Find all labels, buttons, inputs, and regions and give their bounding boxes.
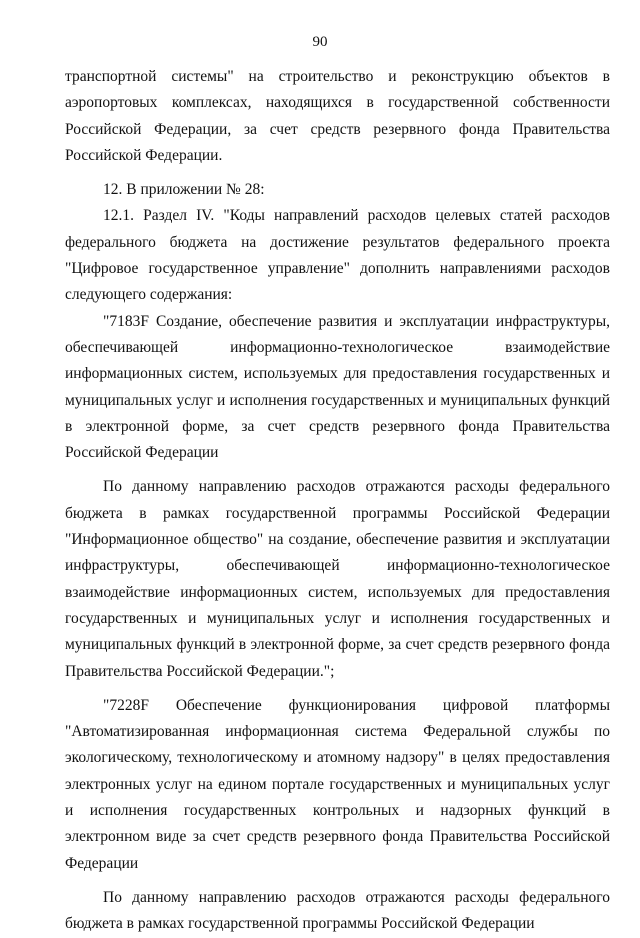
paragraph-continuation: транспортной системы" на строительство и реконструкцию объектов в аэропортовых комплексах, находящихся в государственной собственности Российской Федерации, за счет средств резервного фонда Правительства Российской Федерации. xyxy=(65,68,610,164)
paragraph-7183f-description: По данному направлению расходов отражаются расходы федерального бюджета в рамках государственной программы Российской Федерации "Информационное общество" на создание, обеспечение развития и эксплуатации инфраструктуры, обеспечивающей информационно-технологическое взаимодействие информационных систем, используемых для предоставления государственных и муниципальных услуг и исполнения государственных и муниципальных функций в электронной форме, за счет средств резервного фонда Правительства Российской Федерации."; xyxy=(65,478,610,680)
paragraph-section-amendment: 12.1. Раздел IV. "Коды направлений расходов целевых статей расходов федерального бюджета на достижение результатов федерального проекта "Цифровое государственное управление" дополнить направлениями расходов следующего содержания: xyxy=(65,207,610,304)
paragraph-7228f-description: По данному направлению расходов отражаются расходы федерального бюджета в рамках государственной программы Российской Федерации xyxy=(65,888,610,933)
document-body xyxy=(65,64,610,938)
page-number: 90 xyxy=(312,34,328,50)
paragraph-code-7228f: "7228F Обеспечение функционирования цифровой платформы "Автоматизированная информационная система Федеральной службы по экологическому, технологическому и атомному надзору" в целях предоставления электронных услуг на едином портале государственных и муниципальных услуг и исполнения государственных контрольных и надзорных функций в электронном виде за счет средств резервного фонда Правительства Российской Федерации xyxy=(65,696,610,872)
paragraph-appendix-heading: 12. В приложении № 28: xyxy=(103,181,265,199)
paragraph-code-7183f: "7183F Создание, обеспечение развития и эксплуатации инфраструктуры, обеспечивающей информационно-технологическое взаимодействие информационных систем, используемых для предоставления государственных и муниципальных услуг и исполнения государственных и муниципальных функций в электронной форме, за счет средств резервного фонда Правительства Российской Федерации xyxy=(65,312,610,462)
